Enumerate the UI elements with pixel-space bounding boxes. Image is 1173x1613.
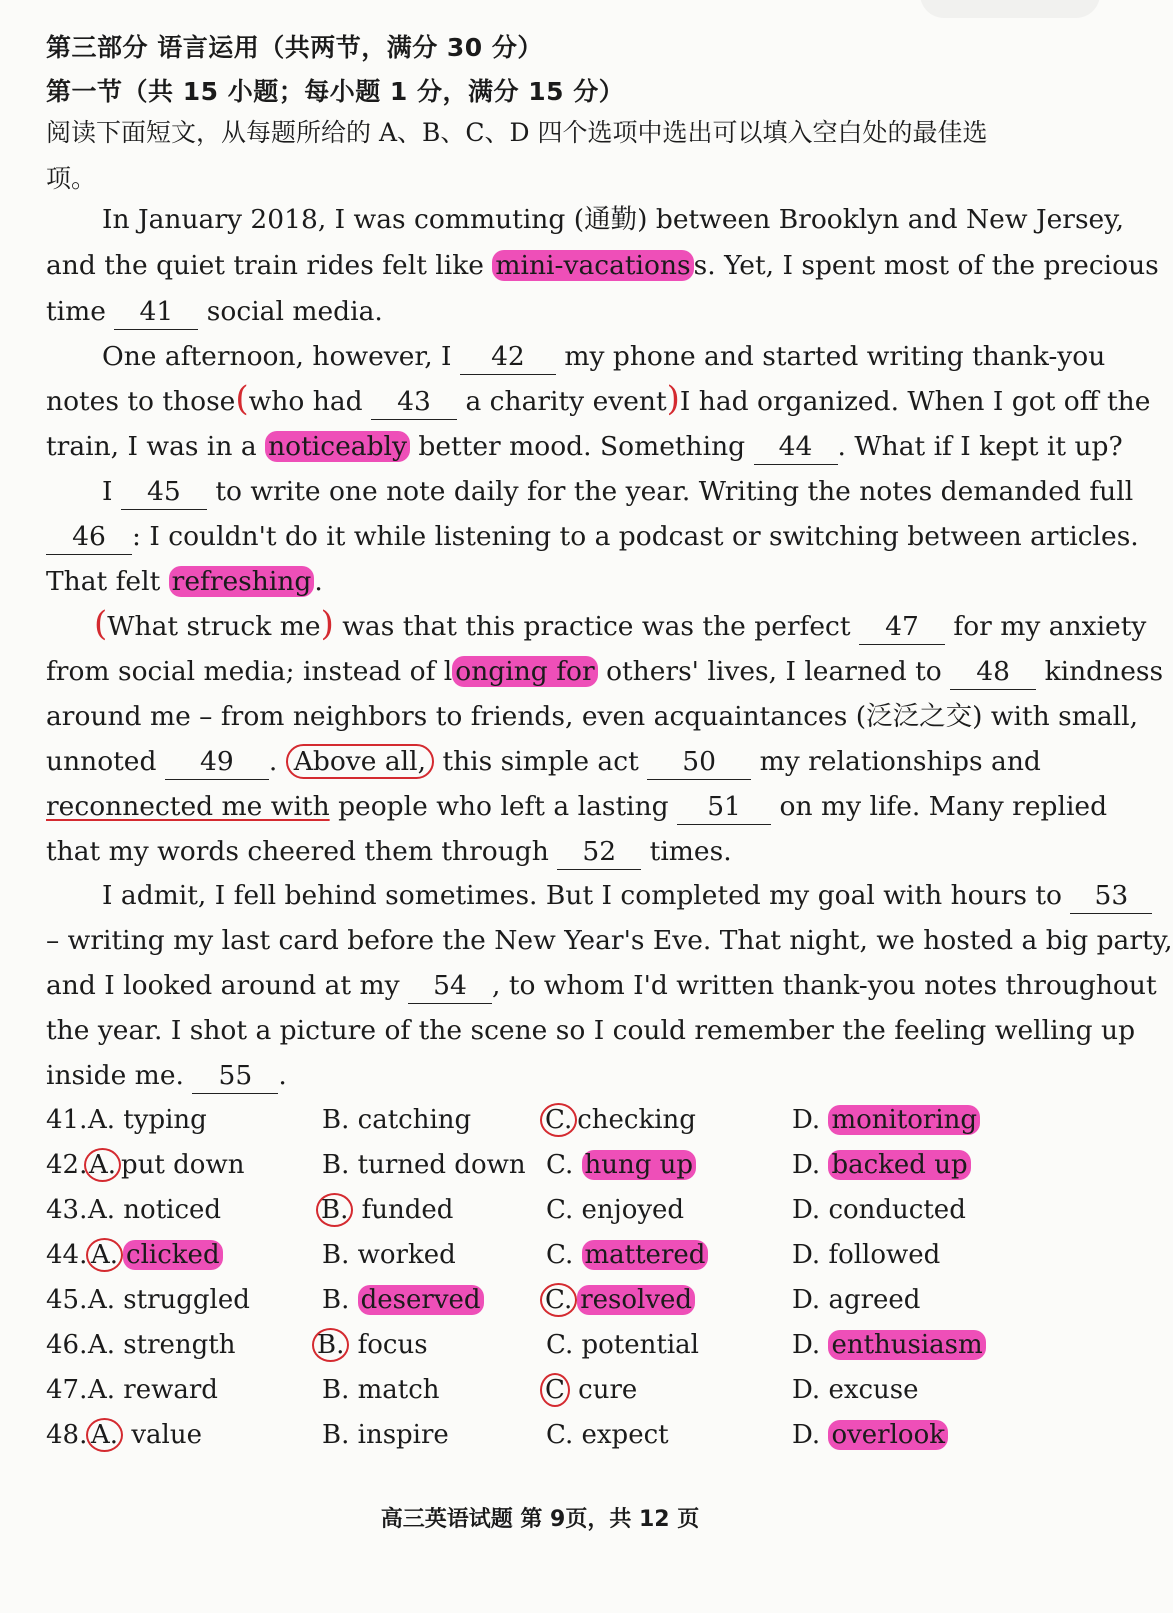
blank-46: 46 bbox=[46, 520, 132, 555]
blank-41: 41 bbox=[114, 295, 198, 330]
passage-line-10: (What struck me) was that this practice was the perfect 47 for my anxiety bbox=[94, 604, 1147, 644]
passage-line-2: and the quiet train rides felt like mini-vacations s. Yet, I spent most of the precious bbox=[46, 250, 1159, 281]
blank-53: 53 bbox=[1070, 879, 1152, 914]
blank-47: 47 bbox=[859, 610, 945, 645]
passage-line-20: inside me. 55 . bbox=[46, 1054, 1036, 1098]
blank-42: 42 bbox=[460, 340, 556, 375]
passage-line-15: that my words cheered them through 52 times. bbox=[46, 830, 1036, 874]
blank-43: 43 bbox=[371, 385, 457, 420]
circled-answer: B. bbox=[312, 1328, 349, 1362]
passage-line-6: train, I was in a noticeably better mood. Something 44 . What if I kept it up? bbox=[46, 425, 1036, 469]
passage-line-5: notes to those(who had 43 a charity event)I had organized. When I got off the bbox=[46, 379, 1151, 419]
circled-answer: A. bbox=[86, 1418, 123, 1452]
blank-51: 51 bbox=[677, 790, 771, 825]
highlight-longing-for: onging for bbox=[452, 656, 597, 687]
circled-answer: C bbox=[540, 1373, 570, 1407]
options-43: 43. A. noticed B. funded C. enjoyed D. conducted bbox=[46, 1195, 966, 1225]
part-title: 第三部分 语言运用（共两节，满分 30 分） bbox=[46, 33, 543, 62]
blank-54: 54 bbox=[408, 969, 492, 1004]
highlight-mini-vacations: mini-vacations bbox=[492, 250, 693, 281]
options-46: 46. A. strength B. focus C. potential D. enthusiasm bbox=[46, 1323, 1046, 1367]
passage-line-12: around me – from neighbors to friends, even acquaintances (泛泛之交) with small, bbox=[46, 701, 1139, 732]
circled-answer: C. bbox=[540, 1283, 577, 1317]
blank-52: 52 bbox=[557, 835, 641, 870]
options-45: 45. A. struggled B. deserved C. resolved D. agreed bbox=[46, 1285, 921, 1315]
pen-paren-open: ( bbox=[235, 379, 249, 419]
passage-line-1: In January 2018, I was commuting (通勤) between Brooklyn and New Jersey, bbox=[102, 204, 1125, 235]
options-44: 44. A. clicked B. worked C. mattered D. followed bbox=[46, 1240, 941, 1270]
pen-paren-close: ) bbox=[666, 379, 680, 419]
instruction: 阅读下面短文，从每题所给的 A、B、C、D 四个选项中选出可以填入空白处的最佳选项。 bbox=[46, 118, 988, 193]
highlight-refreshing: refreshing bbox=[169, 566, 315, 597]
passage-line-8: 46 : I couldn't do it while listening to a podcast or switching between articles. bbox=[46, 515, 1036, 559]
highlight-noticeably: noticeably bbox=[265, 431, 410, 462]
circled-answer: C. bbox=[540, 1103, 577, 1137]
passage-line-18: and I looked around at my 54 , to whom I'd written thank-you notes throughout bbox=[46, 964, 1036, 1008]
blank-49: 49 bbox=[165, 745, 269, 780]
options-48: 48. A. value B. inspire C. expect D. overlook bbox=[46, 1413, 1046, 1457]
circled-answer: A. bbox=[84, 1148, 121, 1182]
passage-line-16: I admit, I fell behind sometimes. But I completed my goal with hours to 53 bbox=[102, 874, 1036, 918]
blank-44: 44 bbox=[754, 430, 838, 465]
passage-line-17: – writing my last card before the New Year's Eve. That night, we hosted a big party, bbox=[46, 925, 1173, 956]
passage-line-13: unnoted 49 . Above all, this simple act 50 my relationships and bbox=[46, 740, 1036, 784]
circled-answer: A. bbox=[86, 1238, 123, 1272]
passage-line-14: reconnected me with people who left a lasting 51 on my life. Many replied bbox=[46, 785, 1036, 829]
blank-45: 45 bbox=[121, 475, 207, 510]
underline-reconnected: reconnected me with bbox=[46, 791, 330, 822]
blank-48: 48 bbox=[950, 655, 1036, 690]
options-47: 47. A. reward B. match C cure D. excuse bbox=[46, 1375, 919, 1405]
options-41: 41. A. typing B. catching C. checking D. monitoring bbox=[46, 1098, 1046, 1142]
passage-line-9: That felt refreshing . bbox=[46, 566, 323, 597]
passage-line-3: time 41 social media. bbox=[46, 290, 1036, 334]
page-footer: 高三英语试题 第 9页，共 12 页 bbox=[380, 1507, 700, 1532]
passage-line-11: from social media; instead of l onging for others' lives, I learned to 48 kindness bbox=[46, 650, 1036, 694]
passage-line-4: One afternoon, however, I 42 my phone and started writing thank-you bbox=[102, 335, 1036, 379]
passage-line-19: the year. I shot a picture of the scene so I could remember the feeling welling up bbox=[46, 1015, 1136, 1046]
blank-50: 50 bbox=[647, 745, 751, 780]
circled-answer: B. bbox=[316, 1193, 353, 1227]
section-title: 第一节（共 15 小题；每小题 1 分，满分 15 分） bbox=[46, 77, 625, 106]
options-42: 42. A. put down B. turned down C. hung up D. backed up bbox=[46, 1143, 1046, 1187]
circled-above-all: Above all, bbox=[286, 744, 434, 779]
passage-line-7: I 45 to write one note daily for the year. Writing the notes demanded full bbox=[102, 470, 1036, 514]
blank-55: 55 bbox=[192, 1059, 278, 1094]
corner-shadow bbox=[920, 0, 1100, 18]
